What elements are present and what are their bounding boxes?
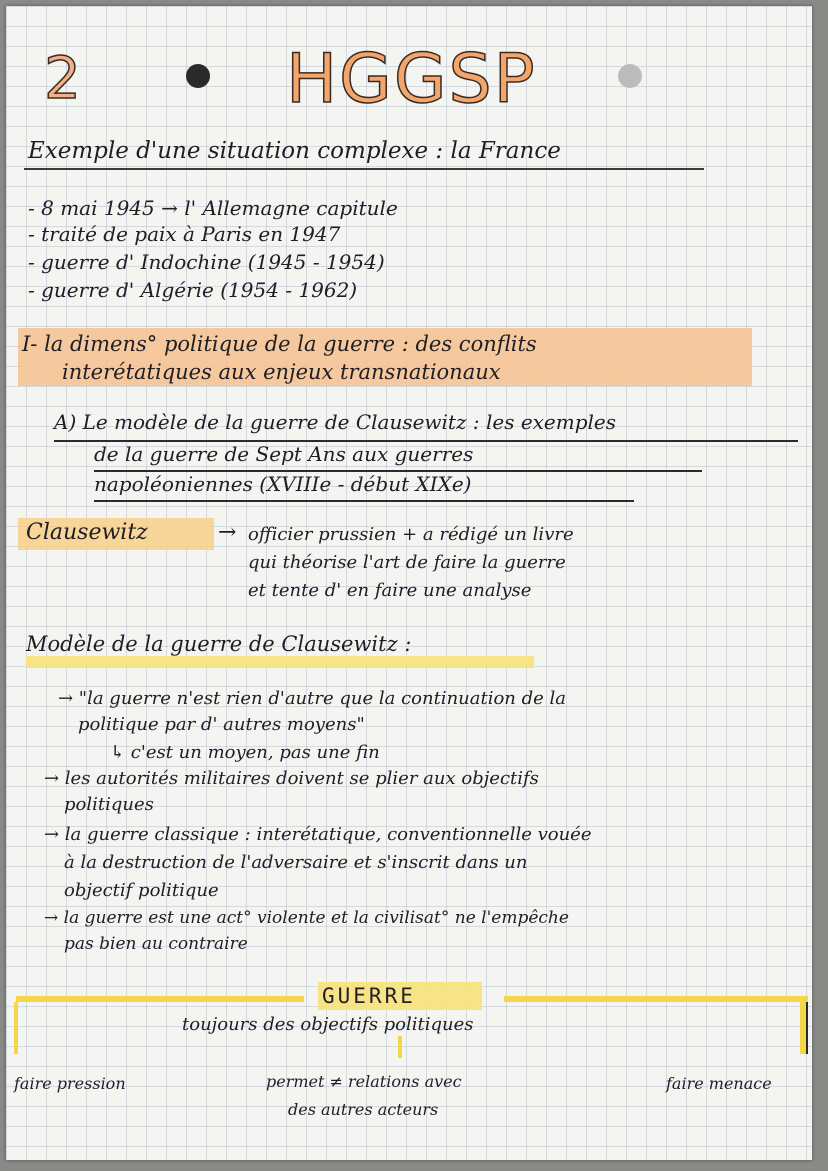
model-heading-highlight bbox=[26, 656, 534, 668]
section-a-heading: A) Le modèle de la guerre de Clausewitz : les exemples bbox=[54, 410, 617, 434]
bracket-right-leg bbox=[806, 1002, 808, 1054]
bracket-right-bar bbox=[504, 996, 808, 1002]
timeline-item: - guerre d' Indochine (1945 - 1954) bbox=[28, 250, 385, 274]
page-title: HGGSP bbox=[286, 40, 537, 119]
model-point: → la guerre classique : interétatique, conventionnelle vouée bbox=[44, 824, 592, 845]
model-point: → la guerre est une act° violente et la civilisat° ne l'empêche bbox=[44, 908, 569, 928]
section-i-heading: I- la dimens° politique de la guerre : des conflits bbox=[22, 332, 537, 356]
timeline-item: - 8 mai 1945 → l' Allemagne capitule bbox=[28, 196, 398, 220]
arrow-icon: → bbox=[218, 520, 237, 545]
section-a-heading-cont: de la guerre de Sept Ans aux guerres bbox=[94, 442, 474, 466]
model-point: à la destruction de l'adversaire et s'inscrit dans un bbox=[64, 852, 528, 873]
subtitle-underline bbox=[24, 168, 704, 170]
diagram-always: toujours des objectifs politiques bbox=[182, 1014, 474, 1035]
bracket-left-leg-highlight bbox=[14, 1002, 18, 1054]
model-point: objectif politique bbox=[64, 880, 219, 901]
diagram-middle: des autres acteurs bbox=[288, 1100, 439, 1119]
clausewitz-label: Clausewitz bbox=[26, 520, 148, 545]
section-a-heading-cont: napoléoniennes (XVIIIe - début XIXe) bbox=[94, 472, 472, 496]
bracket-left-bar bbox=[16, 996, 304, 1002]
bullet-dot-right bbox=[618, 64, 642, 88]
timeline-item: - traité de paix à Paris en 1947 bbox=[28, 222, 341, 246]
section-a-underline-3 bbox=[94, 500, 634, 502]
diagram-right: faire menace bbox=[666, 1074, 772, 1093]
timeline-item: - guerre d' Algérie (1954 - 1962) bbox=[28, 278, 358, 302]
bracket-right-leg-highlight bbox=[800, 1002, 806, 1054]
diagram-center-label: GUERRE bbox=[322, 984, 416, 1008]
clausewitz-definition: et tente d' en faire une analyse bbox=[248, 580, 532, 601]
model-point: pas bien au contraire bbox=[64, 934, 248, 954]
diagram-connector bbox=[398, 1036, 402, 1058]
model-heading: Modèle de la guerre de Clausewitz : bbox=[26, 632, 412, 656]
model-point-sub: ↳ c'est un moyen, pas une fin bbox=[110, 742, 380, 763]
notebook-page bbox=[6, 6, 812, 1160]
page-number: 2 bbox=[44, 44, 81, 112]
bullet-dot-left bbox=[186, 64, 210, 88]
model-point: politique par d' autres moyens" bbox=[78, 714, 365, 735]
model-point: → "la guerre n'est rien d'autre que la continuation de la bbox=[58, 688, 567, 709]
model-point: → les autorités militaires doivent se plier aux objectifs bbox=[44, 768, 539, 789]
clausewitz-definition: qui théorise l'art de faire la guerre bbox=[248, 552, 566, 573]
clausewitz-definition: officier prussien + a rédigé un livre bbox=[248, 524, 574, 545]
diagram-middle: permet ≠ relations avec bbox=[266, 1072, 462, 1091]
subtitle: Exemple d'une situation complexe : la France bbox=[28, 138, 561, 164]
model-point: politiques bbox=[64, 794, 154, 815]
section-i-heading-cont: interétatiques aux enjeux transnationaux bbox=[62, 360, 501, 384]
diagram-left: faire pression bbox=[14, 1074, 126, 1093]
